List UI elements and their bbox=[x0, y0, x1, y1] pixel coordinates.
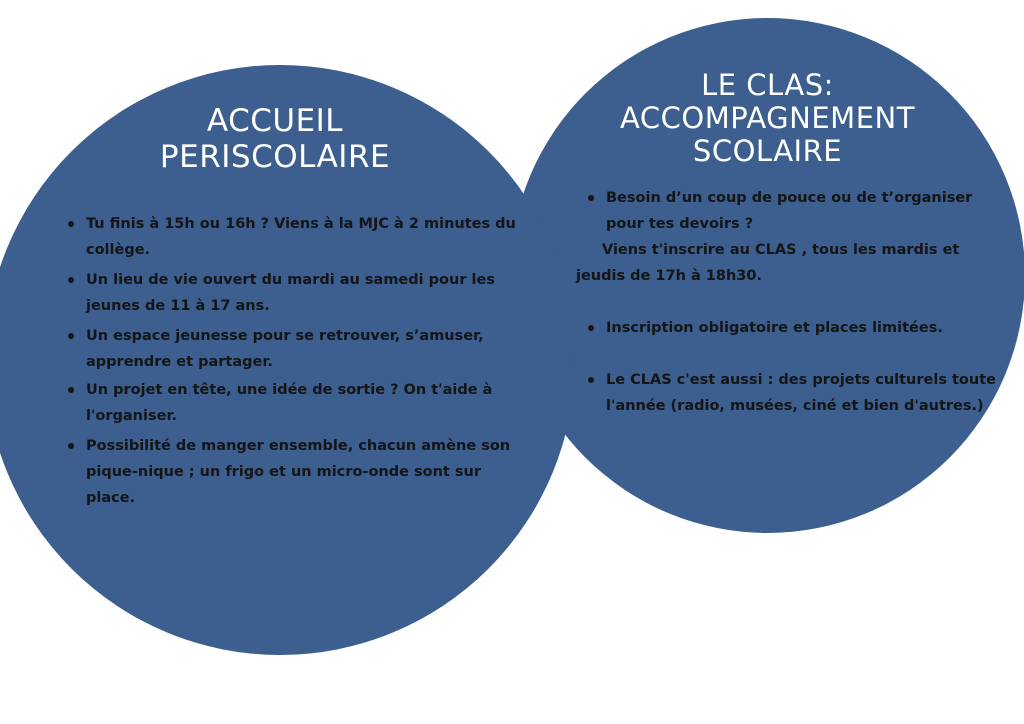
clas-list-top bbox=[586, 185, 1006, 237]
clas-title bbox=[600, 69, 935, 168]
periscolaire-title-line-2: PERISCOLAIRE bbox=[159, 139, 391, 175]
periscolaire-list bbox=[66, 211, 526, 515]
periscolaire-title-line-1: ACCUEIL bbox=[206, 103, 344, 139]
clas-title-line-1: LE CLAS: bbox=[701, 68, 834, 102]
periscolaire-item: Un projet en tête, une idée de sortie ? On t'aide à l'organiser. bbox=[66, 377, 526, 429]
clas-schedule-paragraph: Viens t'inscrire au CLAS , tous les mardis et jeudis de 17h à 18h30. bbox=[576, 242, 960, 284]
clas-title-line-3: SCOLAIRE bbox=[692, 134, 843, 168]
clas-item: Inscription obligatoire et places limitées. bbox=[586, 315, 1006, 341]
clas-item: Besoin d’un coup de pouce ou de t’organiser pour tes devoirs ? bbox=[586, 185, 1006, 237]
periscolaire-item: Tu finis à 15h ou 16h ? Viens à la MJC à 2 minutes du collège. bbox=[66, 211, 526, 263]
clas-title-line-2: ACCOMPAGNEMENT bbox=[620, 101, 915, 135]
periscolaire-item: Un espace jeunesse pour se retrouver, s’amuser, apprendre et partager. bbox=[66, 323, 526, 375]
clas-list-bottom bbox=[586, 315, 1006, 419]
periscolaire-title bbox=[140, 103, 410, 175]
periscolaire-item: Possibilité de manger ensemble, chacun amène son pique-nique ; un frigo et un micro-onde sont sur place. bbox=[66, 433, 526, 511]
clas-item: Le CLAS c'est aussi : des projets culturels toute l'année (radio, musées, ciné et bien d'autres.) bbox=[586, 367, 1006, 419]
periscolaire-item: Un lieu de vie ouvert du mardi au samedi pour les jeunes de 11 à 17 ans. bbox=[66, 267, 526, 319]
